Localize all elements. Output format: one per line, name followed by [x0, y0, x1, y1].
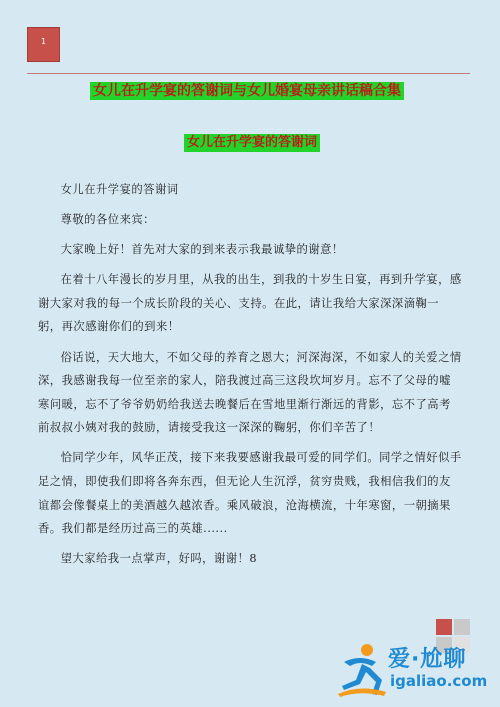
running-person-icon	[336, 640, 388, 698]
page-number-badge	[27, 27, 60, 62]
site-logo	[336, 640, 496, 698]
header-divider	[27, 73, 470, 74]
paragraph: 望大家给我一点掌声，好吗，谢谢！8	[60, 552, 258, 566]
paragraph: 恰同学少年，风华正茂，接下来我要感谢我最可爱的同学们。同学之情好似手足之情，即使我们即将各奔东西，但无论人生沉浮，贫穷贵贱，我相信我们的友谊都会像餐桌上的美酒越久越浓香。乘风破浪，沧海横流，十年寒窗，一朝摘果香。我们都是经历过高三的英雄......	[38, 451, 462, 536]
paragraph: 女儿在升学宴的答谢词	[60, 183, 179, 196]
page-number: 1	[41, 37, 47, 46]
document-body	[38, 178, 462, 577]
section-title: 女儿在升学宴的答谢词	[184, 134, 320, 152]
logo-name: 爱·尬聊	[388, 647, 467, 672]
paragraph: 在着十八年漫长的岁月里，从我的出生，到我的十岁生日宴，再到升学宴，感谢大家对我的每一个成长阶段的关心、支持。在此，请让我给大家深深滴鞠一躬，再次感谢你们的到来！	[38, 273, 462, 334]
paragraph: 大家晚上好！首先对大家的到来表示我最诚挚的谢意！	[60, 243, 344, 257]
square	[436, 619, 452, 635]
document-title: 女儿在升学宴的答谢词与女儿婚宴母亲讲话稿合集	[90, 82, 404, 100]
paragraph: 尊敬的各位来宾：	[60, 213, 155, 227]
logo-domain: igaliao.com	[390, 672, 488, 690]
square	[454, 619, 470, 635]
paragraph: 俗话说，天大地大，不如父母的养育之恩大；河深海深，不如家人的关爱之情深，我感谢我每一位至亲的家人，陪我渡过高三这段坎坷岁月。忘不了父母的嘘寒问暖，忘不了爷爷奶奶给我送去晚餐后在雪地里渐行渐远的背影，忘不了高考前叔叔小姨对我的鼓励，请接受我这一深深的鞠躬，你们辛苦了！	[38, 350, 462, 435]
